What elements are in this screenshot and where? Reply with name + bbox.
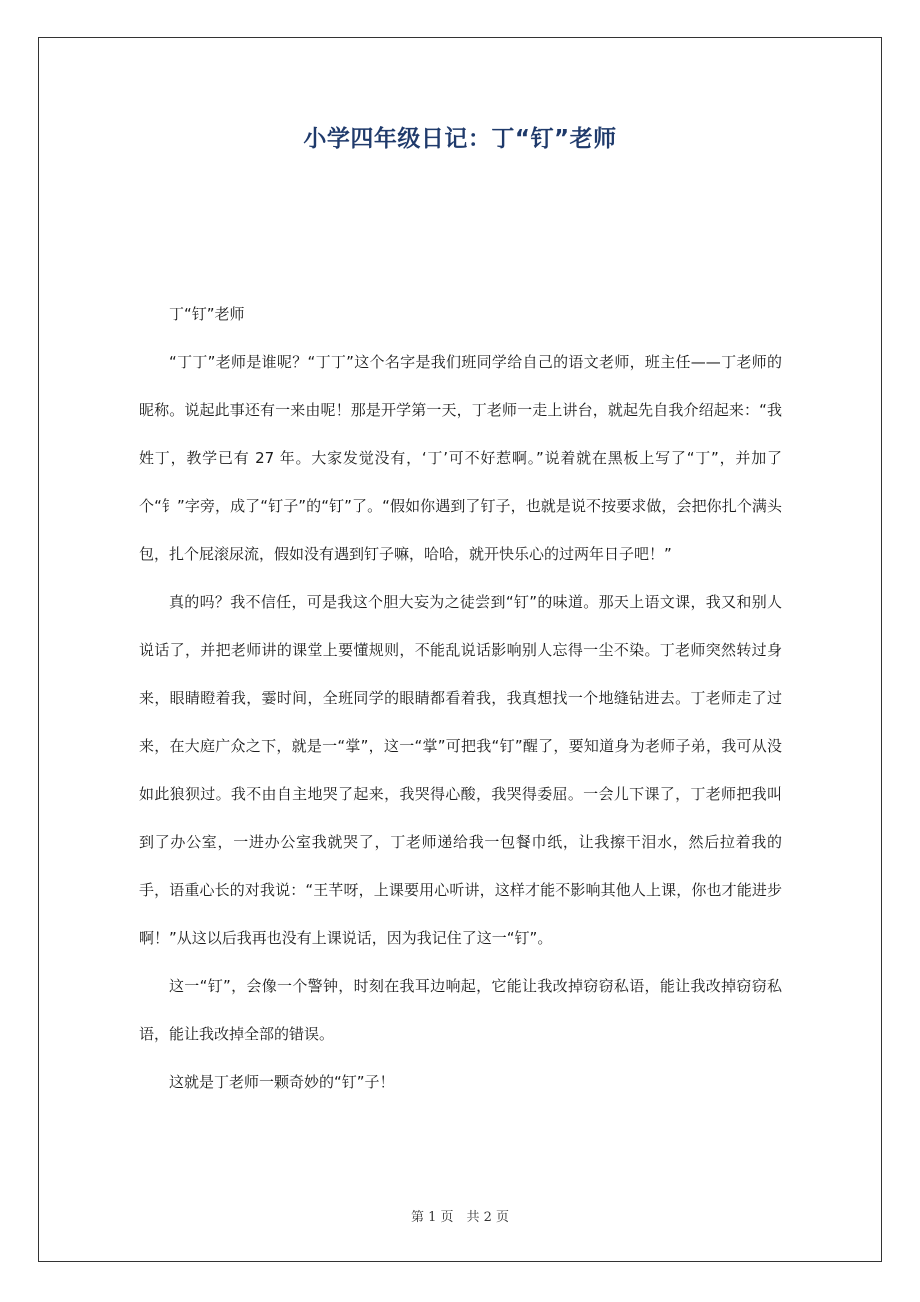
paragraph: “丁丁”老师是谁呢？“丁丁”这个名字是我们班同学给自己的语文老师，班主任——丁老师的昵称。说起此事还有一来由呢！那是开学第一天，丁老师一走上讲台，就起先自我介绍起来：“我姓丁，教学已有 27 年。大家发觉没有，‘丁’可不好惹啊。”说着就在黑板上写了“丁”，并加了个“钅”字旁，成了“钉子”的“钉”了。“假如你遇到了钉子，也就是说不按要求做，会把你扎个满头包，扎个屁滚尿流，假如没有遇到钉子嘛，哈哈，就开快乐心的过两年日子吧！” xyxy=(139,353,782,563)
page-number-footer xyxy=(0,1206,920,1225)
paragraph: 真的吗？我不信任，可是我这个胆大妄为之徒尝到“钉”的味道。那天上语文课，我又和别人说话了，并把老师讲的课堂上要懂规则，不能乱说话影响别人忘得一尘不染。丁老师突然转过身来，眼睛瞪着我，霎时间，全班同学的眼睛都看着我，我真想找一个地缝钻进去。丁老师走了过来，在大庭广众之下，就是一“掌”，这一“掌”可把我“钉”醒了，要知道身为老师子弟，我可从没如此狼狈过。我不由自主地哭了起来，我哭得心酸，我哭得委屈。一会儿下课了，丁老师把我叫到了办公室，一进办公室我就哭了，丁老师递给我一包餐巾纸，让我擦干泪水，然后拉着我的手，语重心长的对我说：“王芊呀，上课要用心听讲，这样才能不影响其他人上课，你也才能进步啊！”从这以后我再也没有上课说话，因为我记住了这一“钉”。 xyxy=(139,593,782,947)
paragraph-heading: 丁“钉”老师 xyxy=(169,305,245,323)
paragraph: 这一“钉”，会像一个警钟，时刻在我耳边响起，它能让我改掉窃窃私语，能让我改掉窃窃私语，能让我改掉全部的错误。 xyxy=(139,977,782,1043)
document-body xyxy=(139,290,782,1106)
page-number-label: 第 1 页 共 2 页 xyxy=(410,1210,510,1225)
document-title: 小学四年级日记：丁“钉”老师 xyxy=(303,126,617,152)
paragraph: 这就是丁老师一颗奇妙的“钉”子！ xyxy=(169,1073,395,1091)
